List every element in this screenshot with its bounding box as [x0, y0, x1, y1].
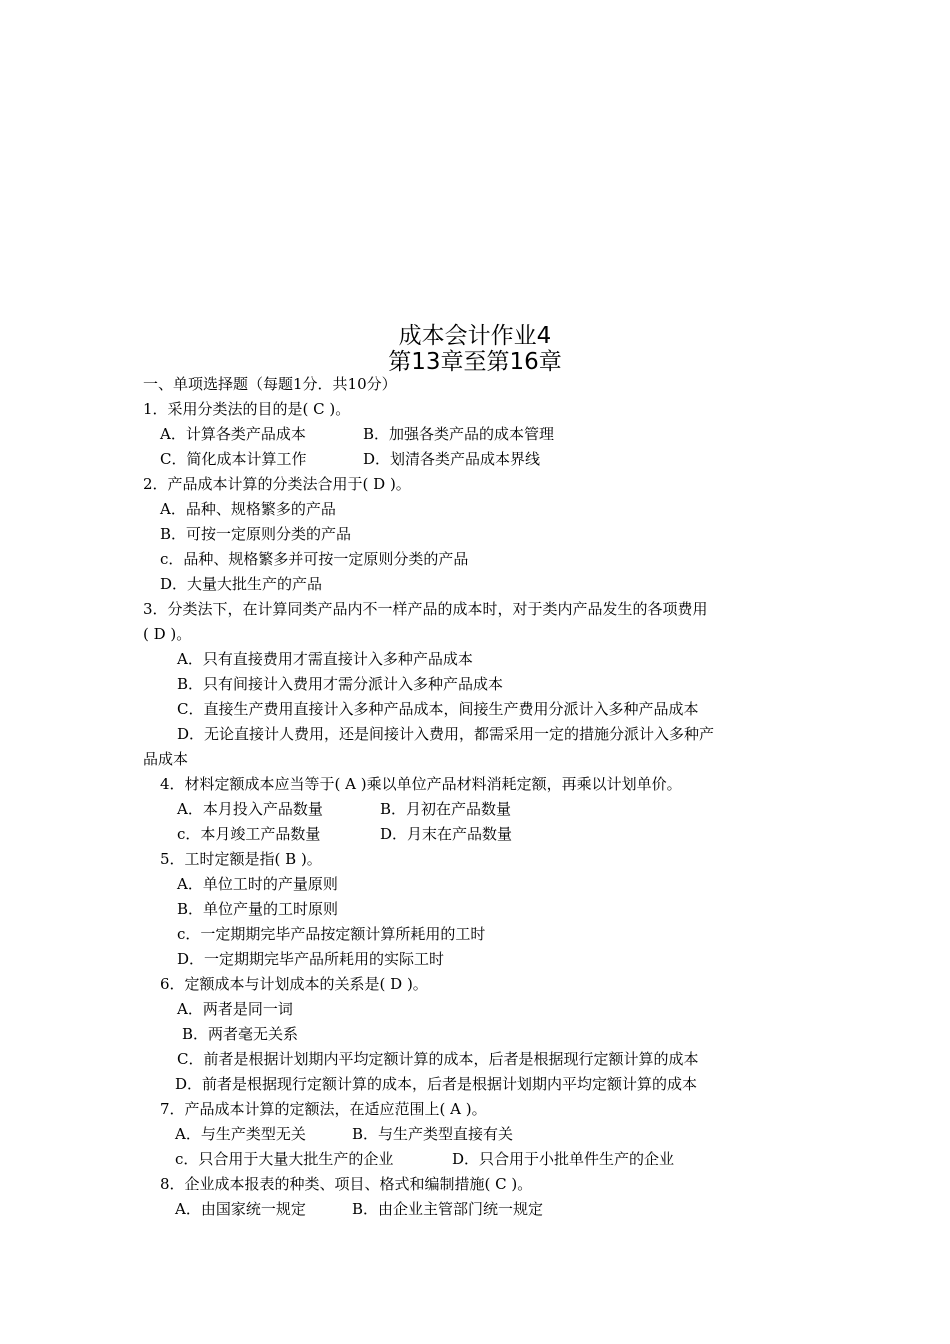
question-2-stem: 2．产品成本计算的分类法合用于( D )。 — [143, 475, 411, 493]
question-4-option-d: D．月末在产品数量 — [380, 825, 513, 843]
question-3-option-d: D．无论直接计人费用，还是间接计入费用，都需采用一定的措施分派计入多种产 — [177, 725, 715, 743]
question-1-options-row-2 — [160, 449, 540, 469]
question-3-option-d-continued: 品成本 — [143, 750, 189, 768]
question-8-stem: 8．企业成本报表的种类、项目、格式和编制措施( C )。 — [160, 1175, 533, 1193]
document-subtitle: 第13章至第16章 — [388, 349, 562, 375]
question-3-option-a: A．只有直接费用才需直接计入多种产品成本 — [177, 650, 473, 668]
question-3-option-b: B．只有间接计入费用才需分派计入多种产品成本 — [177, 675, 504, 693]
question-6-option-c: C．前者是根据计划期内平均定额计算的成本，后者是根据现行定额计算的成本 — [177, 1050, 699, 1068]
question-7-option-b: B．与生产类型直接有关 — [352, 1125, 514, 1143]
question-5-stem: 5．工时定额是指( B )。 — [160, 850, 322, 868]
section-heading: 一、单项选择题（每题1分．共10分） — [143, 375, 397, 393]
question-5-option-a: A．单位工时的产量原则 — [177, 875, 338, 893]
question-4-stem: 4．材料定额成本应当等于( A )乘以单位产品材料消耗定额，再乘以计划单价。 — [160, 775, 682, 793]
question-4-options-row-2 — [177, 824, 512, 844]
question-2-option-a: A．品种、规格繁多的产品 — [160, 500, 336, 518]
question-6-option-d: D．前者是根据现行定额计算的成本，后者是根据计划期内平均定额计算的成本 — [175, 1075, 698, 1093]
question-6-option-b: B．两者毫无关系 — [182, 1025, 299, 1043]
question-8-option-b: B．由企业主管部门统一规定 — [352, 1200, 544, 1218]
question-1-stem: 1．采用分类法的目的是( C )。 — [143, 400, 351, 418]
question-4-options-row-1 — [177, 799, 511, 819]
question-7-option-d: D．只合用于小批单件生产的企业 — [452, 1150, 675, 1168]
question-5-option-d: D．一定期期完毕产品所耗用的实际工时 — [177, 950, 445, 968]
question-1-option-c: C．简化成本计算工作 — [160, 450, 307, 468]
question-4-option-c: c．本月竣工产品数量 — [177, 825, 321, 843]
question-8-options-row-1 — [175, 1199, 543, 1219]
question-1-option-a: A．计算各类产品成本 — [160, 425, 306, 443]
question-3-option-c: C．直接生产费用直接计入多种产品成本，间接生产费用分派计入多种产品成本 — [177, 700, 699, 718]
question-5-option-c: c．一定期期完毕产品按定额计算所耗用的工时 — [177, 925, 486, 943]
question-2-option-b: B．可按一定原则分类的产品 — [160, 525, 352, 543]
question-6-stem: 6．定额成本与计划成本的关系是( D )。 — [160, 975, 428, 993]
question-1-option-d: D．划清各类产品成本界线 — [363, 450, 541, 468]
question-7-option-c: c．只合用于大量大批生产的企业 — [175, 1150, 394, 1168]
question-7-options-row-2 — [175, 1149, 674, 1169]
question-4-option-b: B．月初在产品数量 — [380, 800, 512, 818]
question-4-option-a: A．本月投入产品数量 — [177, 800, 323, 818]
question-3-stem: 3．分类法下，在计算同类产品内不一样产品的成本时，对于类内产品发生的各项费用 — [143, 600, 708, 618]
question-8-option-a: A．由国家统一规定 — [175, 1200, 306, 1218]
question-2-option-d: D．大量大批生产的产品 — [160, 575, 323, 593]
question-1-option-b: B．加强各类产品的成本管理 — [363, 425, 555, 443]
question-7-stem: 7．产品成本计算的定额法，在适应范围上( A )。 — [160, 1100, 487, 1118]
question-7-option-a: A．与生产类型无关 — [175, 1125, 306, 1143]
question-5-option-b: B．单位产量的工时原则 — [177, 900, 339, 918]
question-2-option-c: c．品种、规格繁多并可按一定原则分类的产品 — [160, 550, 469, 568]
question-3-stem-continued: ( D )。 — [143, 625, 192, 643]
question-1-options-row-1 — [160, 424, 554, 444]
question-7-options-row-1 — [175, 1124, 513, 1144]
question-6-option-a: A．两者是同一词 — [177, 1000, 293, 1018]
document-title: 成本会计作业4 — [398, 323, 552, 349]
